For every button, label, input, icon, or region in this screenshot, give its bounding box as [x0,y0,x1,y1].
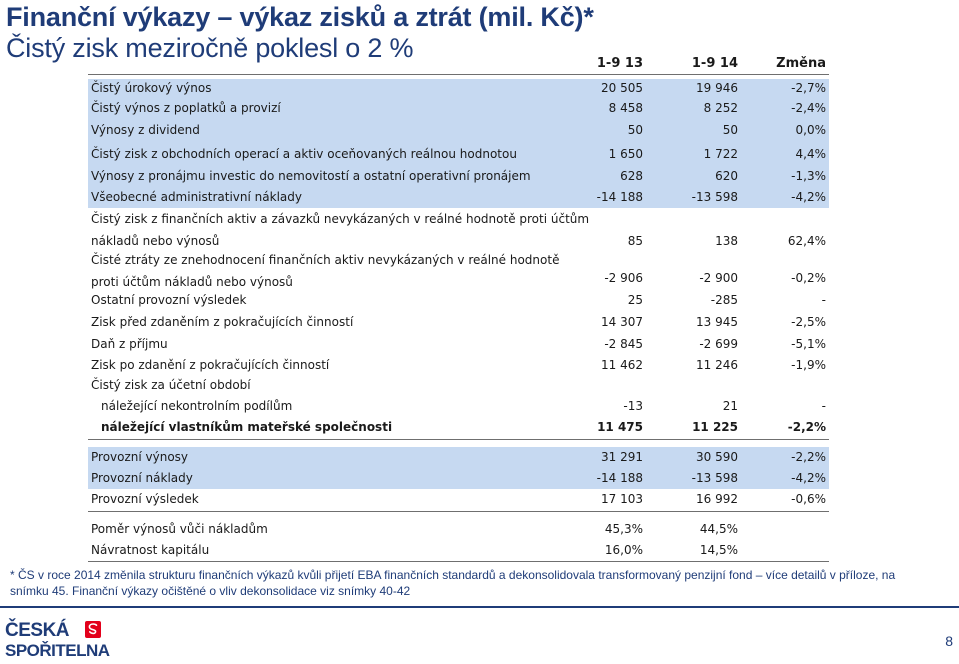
value-1-9-13: -14 188 [596,471,643,485]
value-1-9-13: 85 [627,234,643,248]
section-divider [88,439,829,440]
value-1-9-14: 21 [722,399,738,413]
value-change: -4,2% [791,471,826,485]
footnote-line-1: * ČS v roce 2014 změnila strukturu finančních výkazů kvůli přijetí EBA finančních standardů a dekonsolidovala transformovaný penzijní fond – více detailů v příloze, na [10,568,896,582]
row-label: Poměr výnosů vůči nákladům [91,522,268,536]
column-header-1-9-14: 1-9 14 [691,56,738,71]
table-row-cost-income-ratio [88,519,829,540]
column-header-1-9-13: 1-9 13 [596,56,643,71]
table-row-return-on-equity [88,540,829,561]
value-1-9-14: -2 699 [699,337,738,351]
logo-text-line-2: SPOŘITELNA [5,641,110,660]
value-1-9-14: -13 598 [691,471,738,485]
value-1-9-13: -2 906 [604,271,643,285]
value-1-9-14: 138 [715,234,738,248]
table-row-impairment-losses [88,250,829,290]
table-row-pretax-profit [88,312,829,334]
value-change: 62,4% [787,234,826,248]
value-1-9-14: 620 [715,169,738,183]
row-label: Ostatní provozní výsledek [91,293,247,307]
value-1-9-13: 11 462 [601,358,643,372]
value-1-9-14: -285 [710,293,738,307]
page-number: 8 [945,633,953,649]
value-1-9-14: 19 946 [696,81,738,95]
row-label-continued: proti účtům nákladů nebo výnosů [91,275,293,289]
value-1-9-13: -14 188 [596,190,643,204]
value-change: -2,5% [791,315,826,329]
value-1-9-13: 25 [627,293,643,307]
footnote-line-2: snímku 45. Finanční výkazy očištěné o vliv dekonsolidace viz snímky 40-42 [10,584,411,598]
value-1-9-13: 8 458 [608,101,643,115]
table-row-rental-income [88,166,829,187]
row-label: Všeobecné administrativní náklady [91,190,302,204]
row-label: Výnosy z dividend [91,123,200,137]
table-row-operating-result [88,489,829,511]
value-1-9-14: 8 252 [703,101,738,115]
value-change: 0,0% [795,123,826,137]
value-1-9-14: -13 598 [691,190,738,204]
logo-mark-icon [85,621,101,638]
table-row-financial-assets-gain [88,208,829,250]
header-divider [88,74,829,75]
table-row-other-operating-result [88,290,829,312]
value-1-9-13: 50 [627,123,643,137]
section-divider [88,511,829,512]
row-label: Čistý zisk z obchodních operací a aktiv oceňovaných reálnou hodnotou [91,147,517,161]
row-label: Výnosy z pronájmu investic do nemovitostí a ostatní operativní pronájem [91,169,531,183]
ceska-sporitelna-logo [5,620,110,662]
row-label: Návratnost kapitálu [91,543,210,557]
value-1-9-13: 14 307 [601,315,643,329]
row-label: Čisté ztráty ze znehodnocení finančních aktiv nevykázaných v reálné hodnotě [91,253,560,267]
value-1-9-13: 16,0% [604,543,643,557]
column-header-change: Změna [776,56,826,71]
value-change: -2,7% [791,81,826,95]
value-change: -2,4% [791,101,826,115]
value-1-9-13: 31 291 [601,450,643,464]
value-1-9-14: 1 722 [703,147,738,161]
row-label: Čistý výnos z poplatků a provizí [91,101,281,115]
value-change: - [821,399,826,413]
row-label: Čistý zisk za účetní období [91,378,251,392]
table-row-net-interest-income [88,79,829,98]
value-change: -0,6% [791,492,826,506]
row-label: Čistý zisk z finančních aktiv a závazků nevykázaných v reálné hodnotě proti účtům [91,212,590,226]
value-change: -2,2% [787,420,826,434]
table-row-operating-expenses [88,468,829,489]
row-label: Provozní výsledek [91,492,199,506]
logo-text-line-1: ČESKÁ [5,620,70,641]
value-1-9-14: 13 945 [696,315,738,329]
row-label: Provozní výnosy [91,450,189,464]
value-1-9-14: -2 900 [699,271,738,285]
value-1-9-14: 11 225 [692,420,738,434]
value-1-9-14: 44,5% [699,522,738,536]
page-title: Finanční výkazy – výkaz zisků a ztrát (mil. Kč)* [6,2,594,32]
value-1-9-14: 30 590 [696,450,738,464]
value-1-9-13: 1 650 [608,147,643,161]
table-row-admin-expenses [88,187,829,208]
footnote [10,567,940,599]
value-1-9-14: 50 [722,123,738,137]
value-change: -5,1% [791,337,826,351]
value-change: - [821,293,826,307]
value-change: -2,2% [791,450,826,464]
value-1-9-13: 628 [620,169,643,183]
row-label: Provozní náklady [91,471,193,485]
value-1-9-13: 20 505 [601,81,643,95]
value-change: 4,4% [795,147,826,161]
row-label: Čistý úrokový výnos [91,81,212,95]
row-label: Daň z příjmu [91,337,168,351]
value-change: -1,9% [791,358,826,372]
table-row-dividend-income [88,119,829,141]
table-row-net-fee-income [88,98,829,119]
row-label: Zisk před zdaněním z pokračujících činností [91,315,354,329]
value-1-9-14: 16 992 [696,492,738,506]
table-row-parent-owners [88,417,829,439]
value-1-9-13: 11 475 [597,420,643,434]
value-1-9-13: -13 [623,399,643,413]
table-row-operating-income [88,447,829,468]
table-row-income-tax [88,334,829,355]
row-label: náležející vlastníkům mateřské společnosti [101,420,393,434]
footer-rule [0,606,959,608]
row-label: Zisk po zdanění z pokračujících činností [91,358,330,372]
table-row-non-controlling-interest [88,396,829,417]
row-label-continued: nákladů nebo výnosů [91,234,220,248]
value-1-9-13: 17 103 [601,492,643,506]
table-row-trading-result [88,141,829,166]
page-subtitle: Čistý zisk meziročně poklesl o 2 % [6,33,414,63]
value-1-9-14: 11 246 [696,358,738,372]
value-1-9-13: -2 845 [604,337,643,351]
row-label: náležející nekontrolním podílům [101,399,293,413]
value-change: -0,2% [791,271,826,285]
value-change: -4,2% [791,190,826,204]
table-bottom-divider [88,561,829,562]
value-1-9-14: 14,5% [699,543,738,557]
table-row-net-profit-period [88,376,829,396]
value-change: -1,3% [791,169,826,183]
table-row-posttax-profit [88,355,829,376]
value-1-9-13: 45,3% [604,522,643,536]
